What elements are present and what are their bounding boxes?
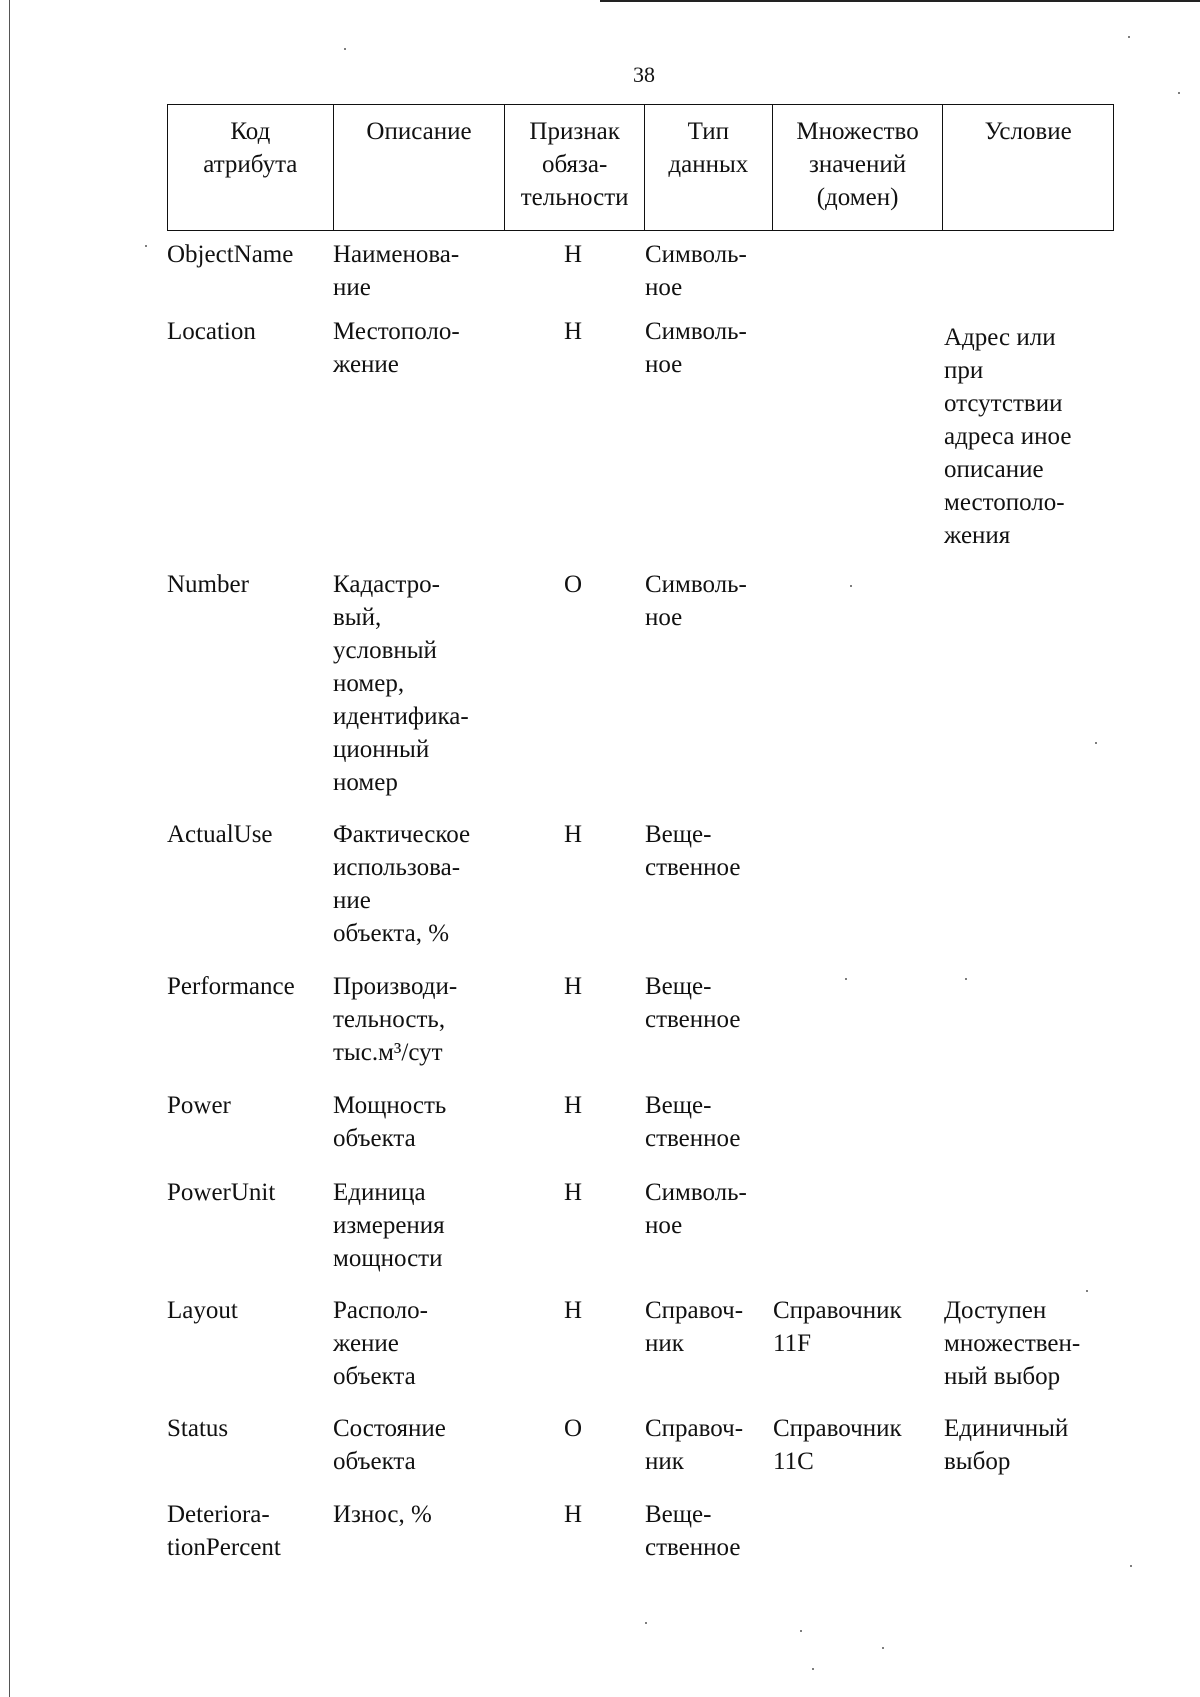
cell-mandatory-flag: Н xyxy=(563,973,583,1000)
table-row xyxy=(167,1498,1114,1578)
cell-data-type: Справоч- ник xyxy=(645,1415,744,1475)
table-row xyxy=(167,1412,1114,1498)
cell-description: Фактическое использова- ние объекта, % xyxy=(333,821,471,947)
scan-speck xyxy=(800,1630,802,1632)
scan-speck xyxy=(850,585,852,587)
cell-data-type: Веще- ственное xyxy=(645,1501,741,1561)
cell-data-type: Веще- ственное xyxy=(645,1092,741,1152)
cell-description: Единица измерения мощности xyxy=(333,1179,445,1272)
cell-mandatory-flag: Н xyxy=(563,1092,583,1119)
scan-speck xyxy=(845,978,847,980)
cell-description: Наименова- ние xyxy=(333,241,460,301)
page-number: 38 xyxy=(633,62,655,87)
scan-speck xyxy=(1128,36,1130,38)
cell-description: Местополо- жение xyxy=(333,318,460,378)
header-value-domain: Множество значений (домен) xyxy=(773,105,944,230)
cell-mandatory-flag: Н xyxy=(563,318,583,345)
cell-attribute-code: Status xyxy=(167,1415,229,1442)
cell-attribute-code: Layout xyxy=(167,1297,238,1324)
cell-description: Состояние объекта xyxy=(333,1415,446,1475)
cell-mandatory-flag: О xyxy=(563,1415,583,1442)
header-attribute-code: Код атрибута xyxy=(168,105,334,230)
header-description: Описание xyxy=(334,105,506,230)
cell-attribute-code: Number xyxy=(167,571,249,598)
table-row xyxy=(167,315,1114,568)
cell-attribute-code: Performance xyxy=(167,973,295,1000)
cell-value-domain: Справочник 11С xyxy=(773,1415,902,1475)
cell-description: Производи- тельность, тыс.м³/сут xyxy=(333,973,458,1066)
cell-data-type: Символь- ное xyxy=(645,241,747,301)
cell-data-type: Символь- ное xyxy=(645,1179,747,1239)
cell-description: Износ, % xyxy=(333,1501,432,1528)
scan-speck xyxy=(965,978,967,980)
cell-data-type: Справоч- ник xyxy=(645,1297,744,1357)
cell-attribute-code: Power xyxy=(167,1092,231,1119)
cell-condition: Адрес или при отсутствии адреса иное описание местополо- жения xyxy=(944,324,1072,549)
cell-attribute-code: Deteriora- tionPercent xyxy=(167,1501,281,1561)
cell-attribute-code: ActualUse xyxy=(167,821,273,848)
cell-data-type: Символь- ное xyxy=(645,571,747,631)
table-row xyxy=(167,1176,1114,1294)
cell-mandatory-flag: Н xyxy=(563,241,583,268)
cell-attribute-code: PowerUnit xyxy=(167,1179,276,1206)
header-mandatory-flag: Признак обяза- тельности xyxy=(505,105,645,230)
cell-mandatory-flag: О xyxy=(563,571,583,598)
cell-data-type: Веще- ственное xyxy=(645,973,741,1033)
scan-speck xyxy=(812,1668,814,1670)
scan-speck xyxy=(1086,1290,1088,1292)
cell-mandatory-flag: Н xyxy=(563,821,583,848)
scan-speck xyxy=(344,48,346,50)
cell-data-type: Символь- ное xyxy=(645,318,747,378)
left-border-rule xyxy=(9,0,10,1697)
table-row xyxy=(167,970,1114,1089)
table-row xyxy=(167,568,1114,818)
scan-speck xyxy=(645,1622,647,1624)
cell-value-domain: Справочник 11F xyxy=(773,1297,902,1357)
header-condition: Условие xyxy=(984,118,1072,145)
cell-attribute-code: ObjectName xyxy=(167,241,294,268)
cell-data-type: Веще- ственное xyxy=(645,821,741,881)
cell-mandatory-flag: Н xyxy=(563,1297,583,1324)
cell-mandatory-flag: Н xyxy=(563,1179,583,1206)
table-row xyxy=(167,818,1114,970)
table-row xyxy=(167,1294,1114,1412)
attribute-table xyxy=(167,104,1114,1578)
scan-speck xyxy=(882,1647,884,1649)
header-data-type: Тип данных xyxy=(645,105,773,230)
cell-attribute-code: Location xyxy=(167,318,256,345)
scan-speck xyxy=(1178,92,1180,94)
table-row xyxy=(167,1089,1114,1176)
cell-description: Располо- жение объекта xyxy=(333,1297,428,1390)
cell-mandatory-flag: Н xyxy=(563,1501,583,1528)
cell-condition: Единичный выбор xyxy=(944,1415,1069,1475)
scan-speck xyxy=(145,245,147,247)
top-border-rule xyxy=(600,0,1200,2)
table-row xyxy=(167,238,1114,315)
scan-speck xyxy=(1095,742,1097,744)
scan-speck xyxy=(1130,1565,1132,1567)
cell-description: Мощность объекта xyxy=(333,1092,447,1152)
cell-description: Кадастро- вый, условный номер, идентифика- ционный номер xyxy=(333,571,469,796)
cell-condition: Доступен множествен- ный выбор xyxy=(944,1297,1081,1390)
table-header-row xyxy=(167,104,1114,231)
